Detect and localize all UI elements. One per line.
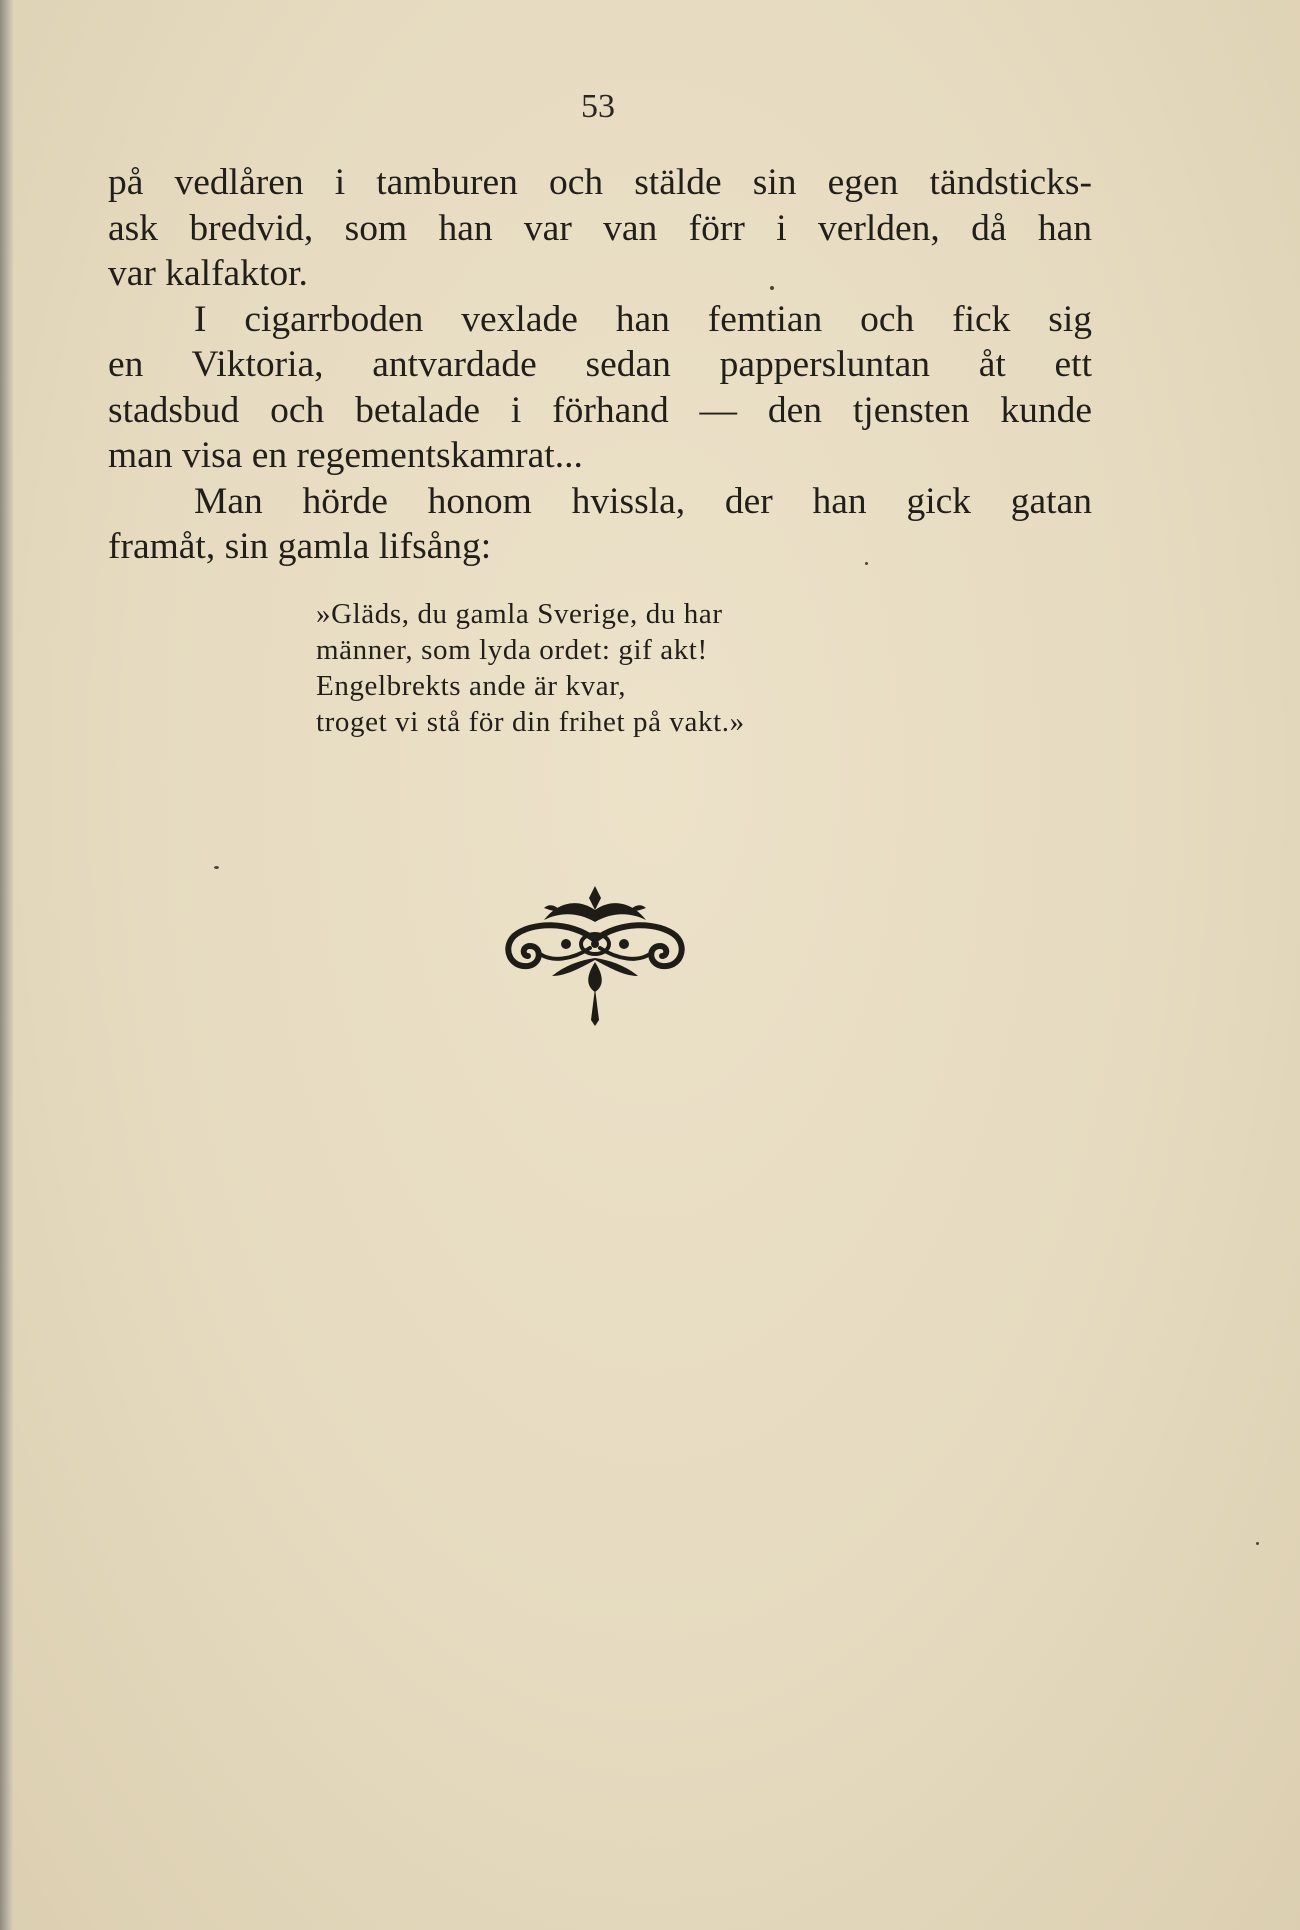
prose-text	[108, 160, 1092, 570]
text-line: en Viktoria, antvardade sedan pappersluntan åt ett	[108, 344, 1092, 385]
text-line: på vedlåren i tamburen och stälde sin egen tändsticks-	[108, 162, 1092, 203]
text-line: Man hörde honom hvissla, der han gick gatan	[194, 480, 1092, 522]
page-number: 53	[581, 88, 615, 125]
verse-block	[316, 596, 856, 740]
floral-scroll-ornament-icon	[500, 880, 690, 1030]
text-line: framåt, sin gamla lifsång:	[108, 526, 492, 567]
paper-speck	[865, 562, 868, 565]
text-line: ask bredvid, som han var van förr i verlden, då han	[108, 207, 1092, 249]
verse-line: männer, som lyda ordet: gif akt!	[316, 634, 708, 666]
verse-line: troget vi stå för din frihet på vakt.»	[316, 706, 745, 738]
text-line: I cigarrboden vexlade han femtian och fick sig	[194, 298, 1092, 340]
paper-speck	[214, 866, 219, 869]
text-line: var kalfaktor.	[108, 253, 308, 294]
page-edge-shadow	[0, 0, 13, 1930]
text-line: man visa en regementskamrat...	[108, 435, 583, 476]
paper-speck	[770, 286, 774, 290]
verse-line: »Gläds, du gamla Sverige, du har	[316, 598, 723, 630]
paper-speck	[1256, 1542, 1259, 1545]
text-line: stadsbud och betalade i förhand — den tjensten kunde	[108, 389, 1092, 431]
verse-line: Engelbrekts ande är kvar,	[316, 670, 627, 702]
